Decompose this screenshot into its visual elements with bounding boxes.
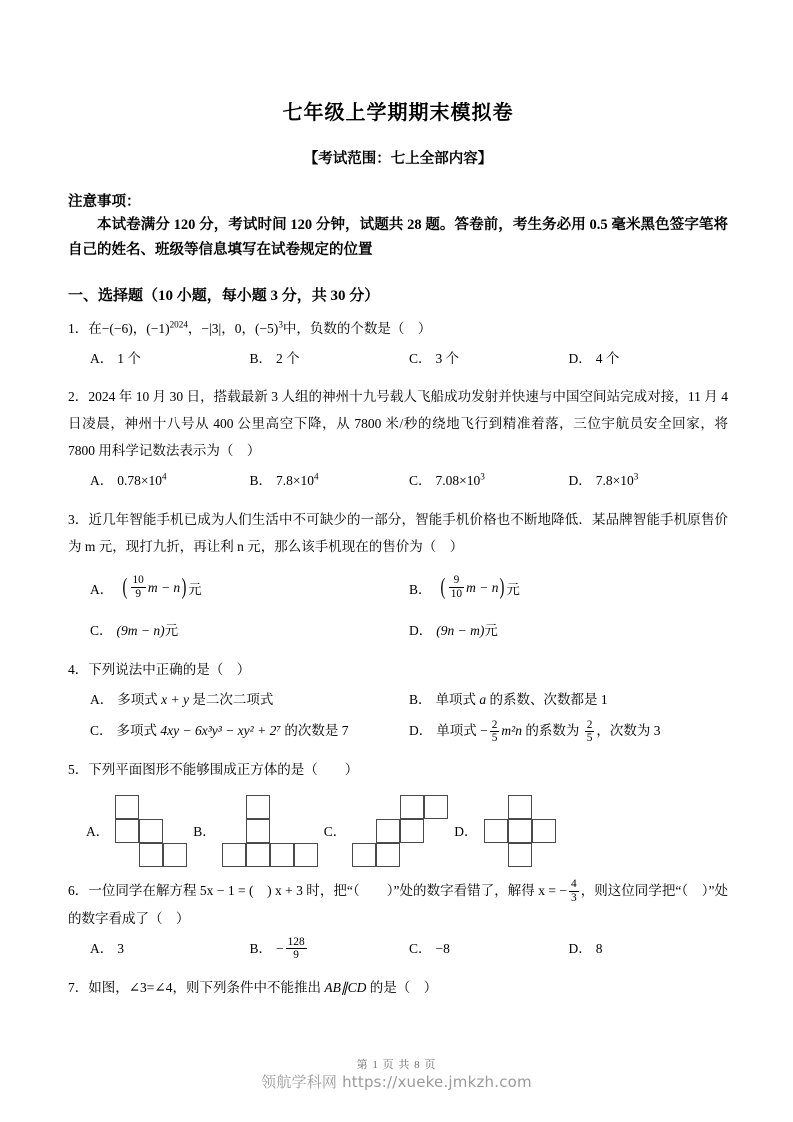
q1-stem-a: 在 [88,320,102,336]
q3-option-b[interactable] [409,562,728,614]
q2-option-a[interactable] [90,466,250,496]
page-content [68,0,728,1001]
q1-term-1: −(−6) [101,320,133,336]
net-cell [484,819,508,843]
q6-stem-a: 一位同学在解方程 5x − 1 = ( ) x + 3 时，把“（ ）”处的数字看错了，解得 x = − [88,883,567,899]
q1-term-4: 0 [234,320,242,336]
q3-option-a-tail: m − n [147,580,181,596]
right-paren-icon: ) [499,574,505,601]
site-watermark: 领航学科网 https://xueke.jmkzh.com [261,1073,532,1091]
q1-option-c-label: C． [409,350,432,366]
q4-option-d[interactable] [409,716,728,746]
question-4-options-row-1 [68,685,728,715]
q3-stem-text: 近几年智能手机已成为人们生活中不可缺少的一部分，智能手机价格也不断地降低．某品牌智能手机原售价为 m 元，现打九折，再让利 n 元，那么该手机现在的售价为（ ） [68,512,728,555]
net-cell [270,843,294,867]
q1-option-a-text: 1 个 [117,350,141,366]
q5-number: 5． [68,762,89,778]
q4-option-c[interactable] [90,716,409,746]
q6-option-c[interactable] [409,934,569,964]
q1-option-c[interactable] [409,344,569,374]
q3-option-b-fraction: $\frac{9}{10}$ [450,574,463,600]
q3-option-c-expr: (9m − n) [116,623,165,639]
q4-option-a-label: A． [90,691,114,707]
q5-figure-a[interactable] [86,795,187,867]
q7-number: 7． [68,979,89,995]
q3-option-b-unit: 元 [506,582,520,598]
q4-stem-text: 下列说法中正确的是（ ） [88,661,251,677]
question-7-stem [68,974,728,1001]
net-cell [139,819,163,843]
q4-option-c-expr: 4xy − 6x³y³ − xy² + 2⁷ [160,723,282,739]
notice-body: 本试卷满分 120 分，考试时间 120 分钟，试题共 28 题。答卷前，考生务必用 0.5 毫米黑色签字笔将自己的姓名、班级等信息填写在试卷规定的位置 [68,217,728,259]
q6-stem-b: ，则这位同学把“（ ）”处的数字看成了（ ） [68,883,729,926]
q2-option-c-exp: 3 [480,471,485,482]
q5-figure-c-label: C． [323,823,347,839]
question-2-stem [68,383,728,464]
q2-option-b[interactable] [250,466,410,496]
q1-sep-4: ， [241,320,255,336]
q2-option-a-mantissa: 0.78×10 [117,473,162,489]
exam-scope-subtitle: 【考试范围：七上全部内容】 [303,151,493,167]
question-5 [68,756,728,867]
q4-option-c-label: C． [90,723,113,739]
question-3-options-row-2 [68,616,728,646]
q2-option-c-label: C． [409,473,432,489]
q3-option-d-label: D． [409,623,433,639]
q1-term-2-exp: 2024 [169,319,188,330]
q6-option-d-label: D． [568,940,592,956]
q1-option-a-label: A． [90,350,114,366]
question-6 [68,877,728,963]
q6-fraction: $\frac{4}{3}$ [571,878,577,904]
q5-net-b [222,795,318,867]
net-cell [246,843,270,867]
q4-option-b[interactable] [409,685,728,715]
question-5-stem [68,756,728,783]
net-cell [294,843,318,867]
net-cell [115,795,139,819]
net-cell [424,795,448,819]
q4-option-a[interactable] [90,685,409,715]
question-2-options [68,466,728,496]
q4-option-d-text-c: ，次数为 3 [596,723,661,739]
net-cell [246,795,270,819]
right-paren-icon: ) [181,574,187,601]
q4-option-b-text-a: 单项式 [435,691,480,707]
q3-option-a-label: A． [90,582,114,598]
net-cell [400,795,424,819]
q1-sep-1: ， [132,320,147,336]
q2-option-d-label: D． [568,473,592,489]
left-paren-icon: ( [440,574,446,601]
net-cell [115,819,139,843]
q4-option-d-monomial: m²n [501,723,522,739]
notice-heading: 注意事项： [68,194,141,210]
q6-option-d[interactable] [569,934,729,964]
q3-option-d[interactable] [409,616,728,646]
q5-figure-b[interactable] [193,795,318,867]
net-cell [222,843,246,867]
q1-term-3: −|3| [201,320,222,336]
net-cell [139,843,163,867]
q1-option-d-text: 4 个 [595,350,620,366]
q1-term-5-exp: 3 [278,319,283,330]
q3-option-d-unit: 元 [484,623,498,639]
net-cell [532,819,556,843]
q6-option-b-label: B． [249,940,273,956]
q1-term-2-base: (−1) [146,320,170,336]
q1-sep-2: ， [187,320,202,336]
q3-option-b-expr [439,562,506,614]
question-4 [68,656,728,746]
net-cell [508,819,532,843]
net-cell [400,819,424,843]
q4-option-d-minus: − [480,723,488,739]
question-7 [68,974,728,1001]
q6-option-b[interactable] [250,934,410,964]
q3-number: 3． [68,512,89,528]
q1-option-a[interactable] [90,344,250,374]
page-number: 第 1 页 共 8 页 [356,1059,437,1071]
net-cell [376,819,400,843]
q5-net-c [352,795,448,867]
q6-option-a[interactable] [90,934,250,964]
page-title: 七年级上学期期末模拟卷 [282,102,514,124]
q2-option-c-mantissa: 7.08×10 [435,473,481,489]
q1-option-b-label: B． [249,350,273,366]
q7-parallel-expr: AB∥CD [324,979,367,995]
q1-option-b[interactable] [250,344,410,374]
question-2 [68,383,728,496]
net-cell [352,843,376,867]
q3-option-a[interactable] [90,562,409,614]
q1-sep-3: ， [221,320,235,336]
q4-option-d-text-a: 单项式 [436,723,481,739]
q7-stem-b: 的是（ ） [366,979,438,995]
q3-option-b-tail: m − n [466,580,499,596]
question-4-options-row-2 [68,716,728,746]
q4-option-b-label: B． [409,691,432,707]
q4-option-a-text-a: 多项式 [117,691,162,707]
q6-option-c-text: −8 [435,940,450,956]
q4-option-a-text-b: 是二次二项式 [188,691,274,707]
q2-option-a-label: A． [90,473,114,489]
page-footer [0,1056,793,1092]
left-paren-icon: ( [122,574,128,601]
q5-net-d [484,795,556,867]
q4-option-d-coef: $\frac{2}{5}$ [491,718,498,744]
q4-option-b-text-b: 的系数、次数都是 1 [486,691,608,707]
q2-stem-text: 2024 年 10 月 30 日，搭载最新 3 人组的神州十九号载人飞船成功发射并快速与中国空间站完成对接，11 月 4 日凌晨，神州十八号从 400 公里高空下降，从 7800 米/秒的绕地飞行到精准着落，三位宇航员安全回家，将 7800 用科学记数法表示为（ ） [68,389,729,459]
q3-option-d-expr: (9n − m) [436,623,485,639]
q5-stem-text: 下列平面图形不能够围成正方体的是（ ） [88,762,359,778]
q3-option-b-label: B． [409,582,432,598]
question-5-figures [68,795,728,867]
q2-option-b-mantissa: 7.8×10 [276,473,315,489]
q7-stem-a: 如图，∠3=∠4，则下列条件中不能推出 [88,979,325,995]
question-3-options-row-1 [68,562,728,614]
question-3-stem [68,506,728,560]
q3-option-c[interactable] [90,616,409,646]
question-1-options [68,344,728,374]
q5-figure-b-label: B． [193,823,216,839]
q4-option-d-text-b: 的系数为 [521,723,583,739]
question-1 [68,315,728,374]
q5-figure-d[interactable] [454,795,555,867]
q2-option-a-exp: 4 [162,471,167,482]
net-cell [246,819,270,843]
section-title-choice: 一、选择题（10 小题，每小题 3 分，共 30 分） [68,287,380,304]
q6-option-d-text: 8 [595,940,603,956]
q2-option-d-mantissa: 7.8×10 [595,473,634,489]
q3-option-c-label: C． [90,623,113,639]
q1-number: 1． [68,320,89,336]
q6-option-c-label: C． [409,940,432,956]
question-6-options [68,934,728,964]
q1-option-c-text: 3 个 [435,350,460,366]
q4-option-c-text-a: 多项式 [116,723,161,739]
q6-option-b-sign: − [276,940,284,956]
q6-option-b-fraction: $\frac{128}{9}$ [287,935,305,962]
q5-net-a [115,795,187,867]
q1-stem-b: 中，负数的个数是（ ） [282,320,432,336]
q5-figure-d-label: D． [454,823,478,839]
q2-option-b-exp: 4 [314,471,319,482]
q2-option-b-label: B． [249,473,273,489]
q4-option-d-coef-2: $\frac{2}{5}$ [586,718,593,744]
question-1-stem [68,315,728,342]
q3-option-a-unit: 元 [188,582,202,598]
q4-number: 4． [68,661,89,677]
net-cell [508,843,532,867]
q6-option-a-label: A． [90,940,114,956]
net-cell [508,795,532,819]
question-6-stem [68,877,728,932]
q1-option-d-label: D． [568,350,592,366]
q6-option-a-text: 3 [117,940,124,956]
net-cell [163,843,187,867]
q1-option-d[interactable] [569,344,729,374]
q3-option-c-unit: 元 [164,623,179,639]
q5-figure-a-label: A． [86,823,110,839]
q4-option-b-expr: a [479,691,487,707]
q4-option-a-expr: x + y [161,691,189,707]
q6-number: 6． [68,883,89,899]
q2-option-d[interactable] [569,466,729,496]
q4-option-c-text-b: 的次数是 7 [281,723,349,739]
question-3 [68,506,728,646]
q4-option-d-label: D． [409,723,433,739]
net-cell [376,843,400,867]
q2-option-c[interactable] [409,466,569,496]
question-4-stem [68,656,728,683]
q3-option-a-expr [121,562,188,614]
q3-option-a-fraction: $\frac{10}{9}$ [132,574,144,600]
q2-option-d-exp: 3 [633,471,639,482]
q1-option-b-text: 2 个 [276,350,300,366]
q5-figure-c[interactable] [324,795,449,867]
q1-term-5-base: (−5) [254,320,279,336]
q2-number: 2． [68,389,89,405]
